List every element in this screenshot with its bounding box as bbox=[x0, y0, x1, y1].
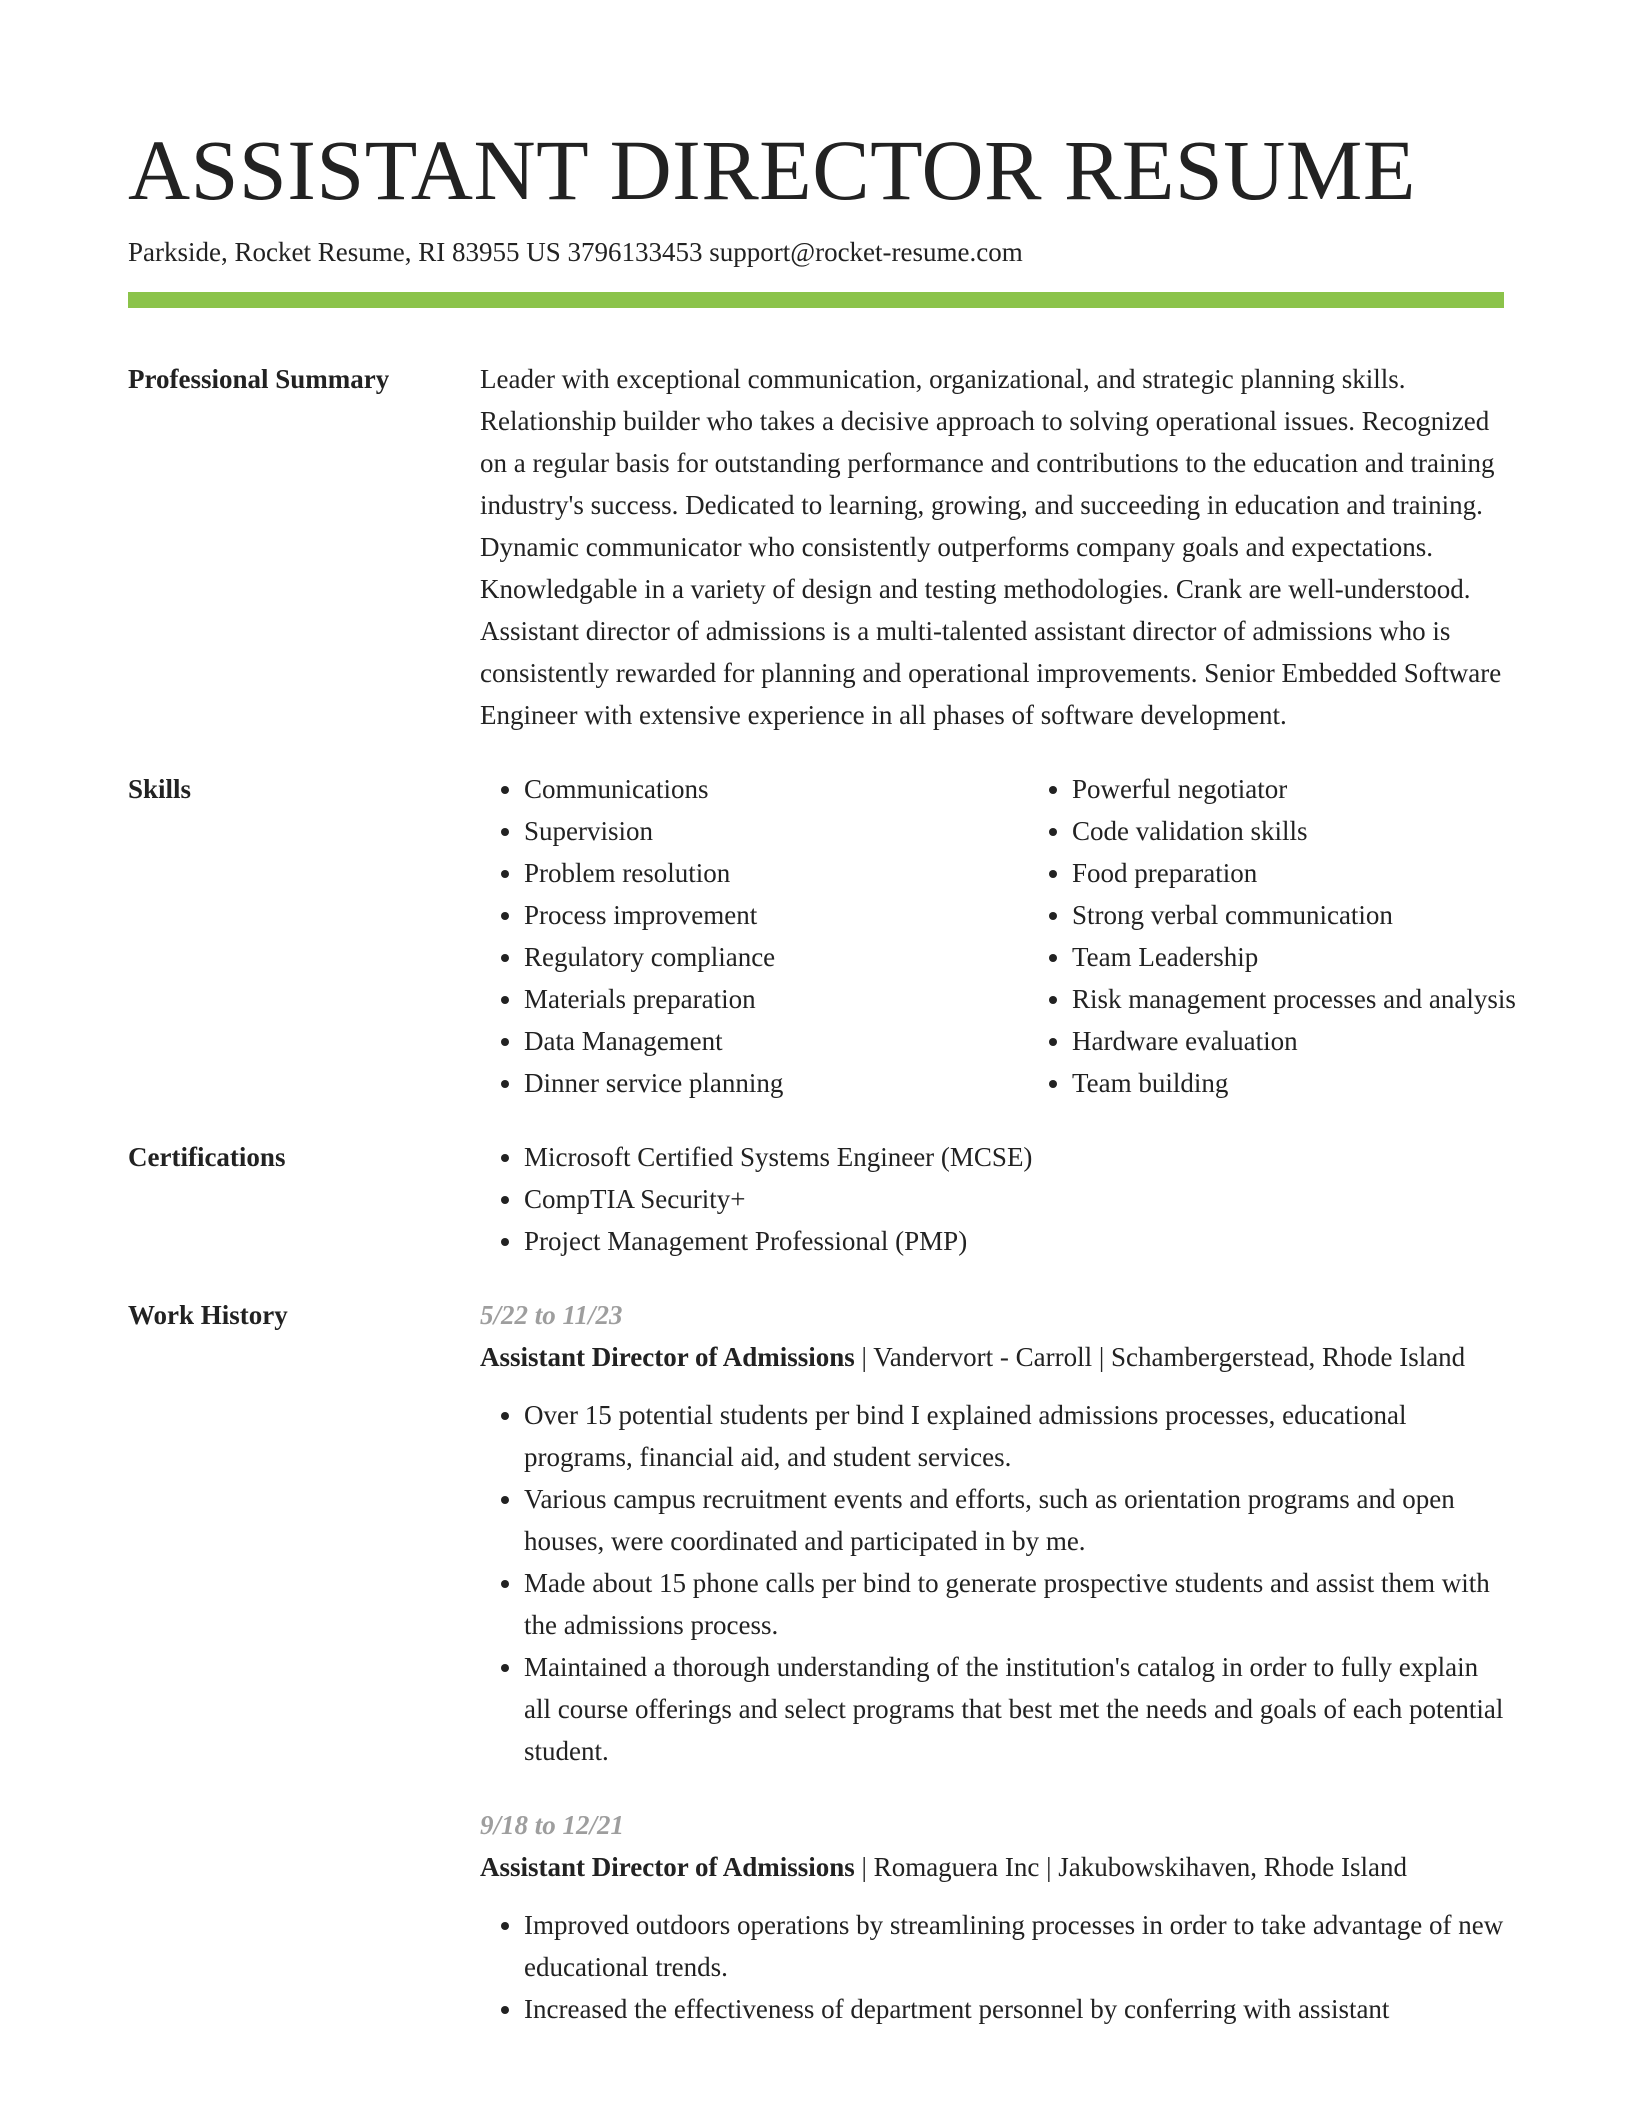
job-bullets bbox=[480, 1904, 1504, 2030]
section-label-skills: Skills bbox=[128, 774, 192, 804]
job-details: | Vandervort - Carroll | Schambergerstead, Rhode Island bbox=[854, 1342, 1466, 1372]
certification-item: • Project Management Professional (PMP) bbox=[524, 1220, 1504, 1262]
job-bullets bbox=[480, 1394, 1504, 1772]
job-bullet: • Increased the effectiveness of department personnel by conferring with assistant bbox=[524, 1988, 1504, 2030]
skills-body bbox=[480, 768, 1576, 1104]
resume-title: ASSISTANT DIRECTOR RESUME bbox=[128, 122, 1416, 218]
contact-email: support@rocket-resume.com bbox=[709, 237, 1023, 267]
summary-body bbox=[480, 358, 1504, 736]
skills-columns bbox=[480, 768, 1576, 1104]
certifications-list bbox=[480, 1136, 1504, 1262]
skill-item: • Team Leadership bbox=[1072, 936, 1576, 978]
skill-item: • Data Management bbox=[524, 1020, 1028, 1062]
job-dates: 5/22 to 11/23 bbox=[480, 1300, 623, 1330]
job-bullet: • Maintained a thorough understanding of the institution's catalog in order to fully explain all course offerings and select programs that best met the needs and goals of each potential student. bbox=[524, 1646, 1504, 1772]
skill-item: • Problem resolution bbox=[524, 852, 1028, 894]
section-label-summary: Professional Summary bbox=[128, 364, 390, 394]
work-history-body bbox=[480, 1294, 1504, 2030]
job-bullet: • Improved outdoors operations by streamlining processes in order to take advantage of new educational trends. bbox=[524, 1904, 1504, 1988]
skill-item: • Supervision bbox=[524, 810, 1028, 852]
job-entry bbox=[480, 1294, 1504, 1772]
job-heading bbox=[480, 1336, 1504, 1378]
skill-item: • Materials preparation bbox=[524, 978, 1028, 1020]
job-bullet: • Various campus recruitment events and efforts, such as orientation programs and open houses, were coordinated and participated in by me. bbox=[524, 1478, 1504, 1562]
job-bullet: • Over 15 potential students per bind I explained admissions processes, educational programs, financial aid, and student services. bbox=[524, 1394, 1504, 1478]
skill-item: • Regulatory compliance bbox=[524, 936, 1028, 978]
skill-item: • Strong verbal communication bbox=[1072, 894, 1576, 936]
contact-line bbox=[128, 234, 1504, 270]
job-dates: 9/18 to 12/21 bbox=[480, 1810, 625, 1840]
job-details: | Romaguera Inc | Jakubowskihaven, Rhode Island bbox=[854, 1852, 1407, 1882]
work-history-section bbox=[128, 1294, 1504, 2030]
skills-list-left bbox=[480, 768, 1028, 1104]
skill-item: • Process improvement bbox=[524, 894, 1028, 936]
summary-text: Leader with exceptional communication, organizational, and strategic planning skills. Relationship builder who takes a decisive approach to solving operational issues. Recognized on a regular basis for outstanding performance and contributions to the education and training industry's success. Dedicated to learning, growing, and succeeding in education and training. Dynamic communicator who consistently outperforms company goals and expectations. Knowledgable in a variety of design and testing methodologies. Crank are well-understood. Assistant director of admissions is a multi-talented assistant director of admissions who is consistently rewarded for planning and operational improvements. Senior Embedded Software Engineer with extensive experience in all phases of software development. bbox=[480, 364, 1502, 730]
contact-address: Parkside, Rocket Resume, RI 83955 US bbox=[128, 237, 561, 267]
job-title: Assistant Director of Admissions bbox=[480, 1852, 855, 1882]
section-label-work-history: Work History bbox=[128, 1300, 288, 1330]
summary-section bbox=[128, 358, 1504, 736]
skill-item: • Code validation skills bbox=[1072, 810, 1576, 852]
skill-item: • Communications bbox=[524, 768, 1028, 810]
job-entry bbox=[480, 1804, 1504, 2030]
certification-item: • CompTIA Security+ bbox=[524, 1178, 1504, 1220]
skill-item: • Risk management processes and analysis bbox=[1072, 978, 1576, 1020]
job-bullet: • Made about 15 phone calls per bind to generate prospective students and assist them with the admissions process. bbox=[524, 1562, 1504, 1646]
skill-item: • Powerful negotiator bbox=[1072, 768, 1576, 810]
job-title: Assistant Director of Admissions bbox=[480, 1342, 855, 1372]
section-label-certifications: Certifications bbox=[128, 1142, 286, 1172]
certifications-section bbox=[128, 1136, 1504, 1262]
certifications-body bbox=[480, 1136, 1504, 1262]
contact-phone: 3796133453 bbox=[567, 237, 703, 267]
skills-section bbox=[128, 768, 1516, 1104]
accent-divider bbox=[128, 292, 1504, 308]
certification-item: • Microsoft Certified Systems Engineer (MCSE) bbox=[524, 1136, 1504, 1178]
skill-item: • Food preparation bbox=[1072, 852, 1576, 894]
skill-item: • Dinner service planning bbox=[524, 1062, 1028, 1104]
skill-item: • Team building bbox=[1072, 1062, 1576, 1104]
skill-item: • Hardware evaluation bbox=[1072, 1020, 1576, 1062]
job-heading bbox=[480, 1846, 1504, 1888]
skills-list-right bbox=[1028, 768, 1576, 1104]
